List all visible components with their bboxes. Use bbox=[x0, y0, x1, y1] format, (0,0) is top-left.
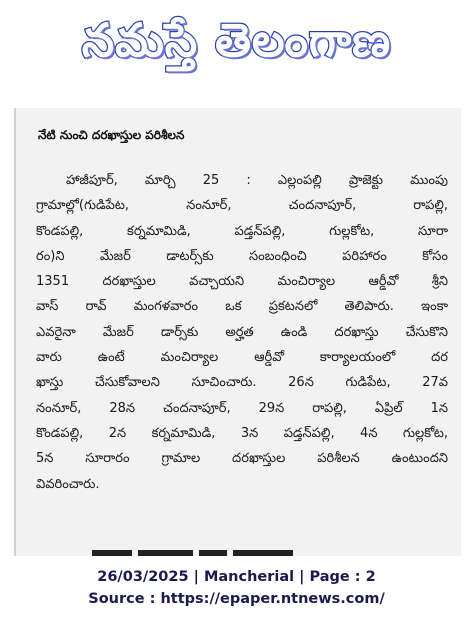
masthead-title: నమస్తే తెలంగాణ bbox=[81, 13, 392, 67]
article-line: కొండపల్లి, 2న కర్నమామిడి, 3న పడ్తన్‌పల్లి, 4న గుల్లకోట, bbox=[36, 425, 448, 441]
edition-info: 26/03/2025 | Mancherial | Page : 2 bbox=[97, 569, 376, 585]
article-line: వాస్ రావ్ మంగళవారం ఒక ప్రకటనలో తెలిపారు. ఇంకా bbox=[36, 299, 448, 315]
article-line: ఎవరైనా మేజర్ డార్స్‌కు అర్హత ఉండి దరఖాస్తు చేసుకొని bbox=[36, 324, 448, 340]
masthead-logo bbox=[0, 0, 473, 92]
article-line: రం)ని మేజర్ డాటర్స్‌కు సంబంధించి పరిహారం కోసం bbox=[36, 248, 448, 264]
news-clipping bbox=[14, 108, 461, 556]
article-line: వారు ఉంటే మంచిర్యాల ఆర్డీవో కార్యాలయంలో దర bbox=[36, 350, 448, 366]
article-body bbox=[36, 168, 448, 497]
source-info: Source : https://epaper.ntnews.com/ bbox=[88, 591, 385, 607]
article-line: కొండపల్లి, కర్నమామిడి, పడ్తన్‌పల్లి, గుల్లకోట, సూరా bbox=[36, 223, 448, 239]
article-headline: నేటి నుంచి దరఖాస్తుల పరిశీలన bbox=[38, 128, 185, 142]
article-line: 5న సూరారం గ్రామాల దరఖాస్తుల పరిశీలన ఉంటుందని bbox=[36, 451, 448, 467]
article-line: గ్రామాల్లో(గుడిపేట, నంనూర్, చందనాపూర్, రాపల్లి, bbox=[36, 198, 448, 214]
article-line: వివరించారు. bbox=[36, 476, 100, 492]
clipping-footer bbox=[0, 566, 473, 610]
article-line: 1351 దరఖాస్తుల వచ్చాయని మంచిర్యాల ఆర్డీవో శ్రీని bbox=[36, 274, 448, 290]
article-line: ఖాస్తు చేసుకోవాలని సూచించారు. 26న గుడిపేట, 27వ bbox=[36, 375, 448, 391]
clipping-edge bbox=[14, 108, 16, 556]
cropped-next-headline bbox=[92, 546, 342, 556]
article-line: నంనూర్, 28న చందనాపూర్, 29న రాపల్లి, ఏప్రిల్ 1న bbox=[36, 400, 448, 416]
article-line: హాజీపూర్, మార్చి 25 : ఎల్లంపల్లి ప్రాజెక్టు ముంపు bbox=[66, 173, 448, 188]
